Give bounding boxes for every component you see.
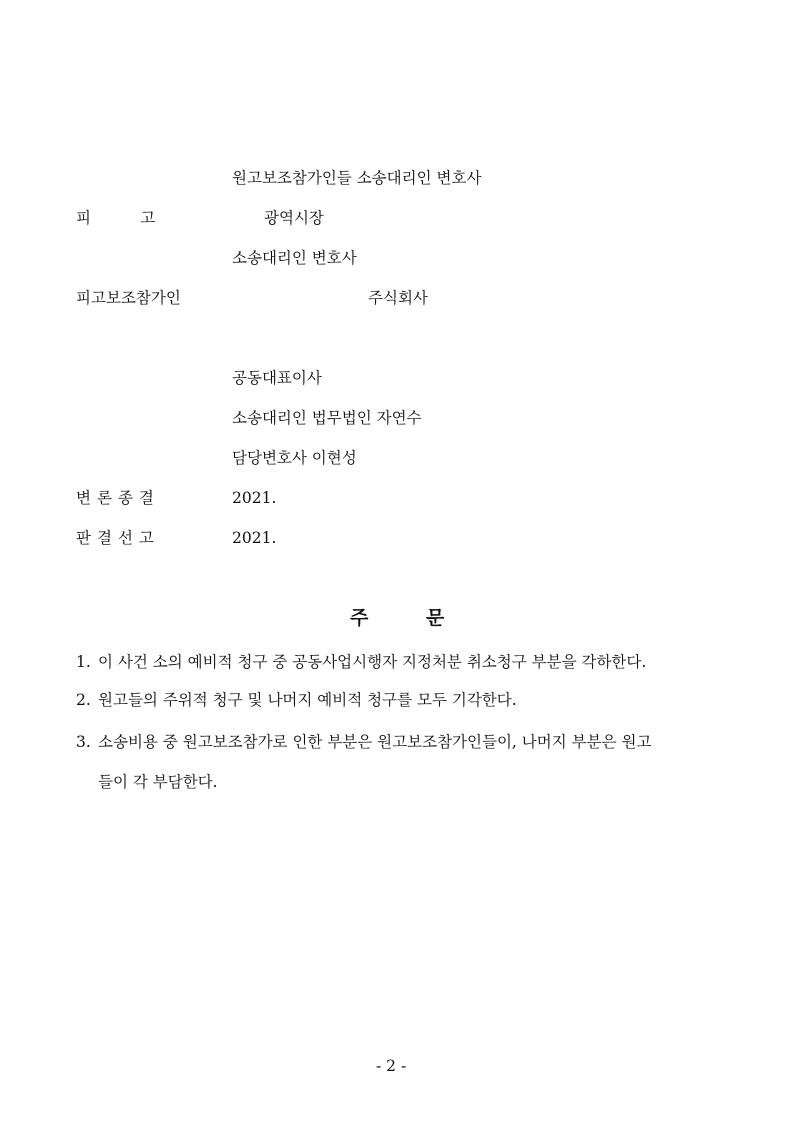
defendant-intervenor-label: 피고보조참가인 <box>76 289 181 307</box>
order-item-1 <box>76 652 736 672</box>
order-item-number: 2. <box>76 691 91 709</box>
closing-label: 변론종결 <box>76 489 160 507</box>
joint-ceo: 공동대표이사 <box>232 369 322 387</box>
order-item-3-continuation <box>98 772 758 792</box>
defendant-intervenor-name: 주식회사 <box>368 289 428 307</box>
order-item-2 <box>76 690 736 710</box>
attorney-in-charge: 담당변호사 이현성 <box>232 449 357 467</box>
closing-value: 2021. <box>232 489 277 507</box>
defendant-label: 피 고 <box>76 209 156 227</box>
order-item-number: 1. <box>76 653 91 671</box>
order-heading-right: 문 <box>426 607 445 629</box>
order-item-text: 이 사건 소의 예비적 청구 중 공동사업시행자 지정처분 취소청구 부분을 각하한다. <box>98 653 647 671</box>
judgment-value: 2021. <box>232 529 277 547</box>
defendant-name: 광역시장 <box>264 209 324 227</box>
plaintiff-intervenor-counsel: 원고보조참가인들 소송대리인 변호사 <box>232 169 482 187</box>
order-item-3 <box>76 732 736 752</box>
intervenor-counsel: 소송대리인 법무법인 자연수 <box>232 409 422 427</box>
judgment-label: 판결선고 <box>76 529 160 547</box>
order-item-number: 3. <box>76 733 91 751</box>
defendant-counsel: 소송대리인 변호사 <box>232 249 357 267</box>
order-item-text-line1: 소송비용 중 원고보조참가로 인한 부분은 원고보조참가인들이, 나머지 부분은 원고 <box>98 733 652 751</box>
order-item-text: 원고들의 주위적 청구 및 나머지 예비적 청구를 모두 기각한다. <box>98 691 517 709</box>
order-item-text-line2: 들이 각 부담한다. <box>98 773 218 791</box>
page-number: - 2 - <box>376 1057 407 1075</box>
order-heading-left: 주 <box>350 607 369 629</box>
